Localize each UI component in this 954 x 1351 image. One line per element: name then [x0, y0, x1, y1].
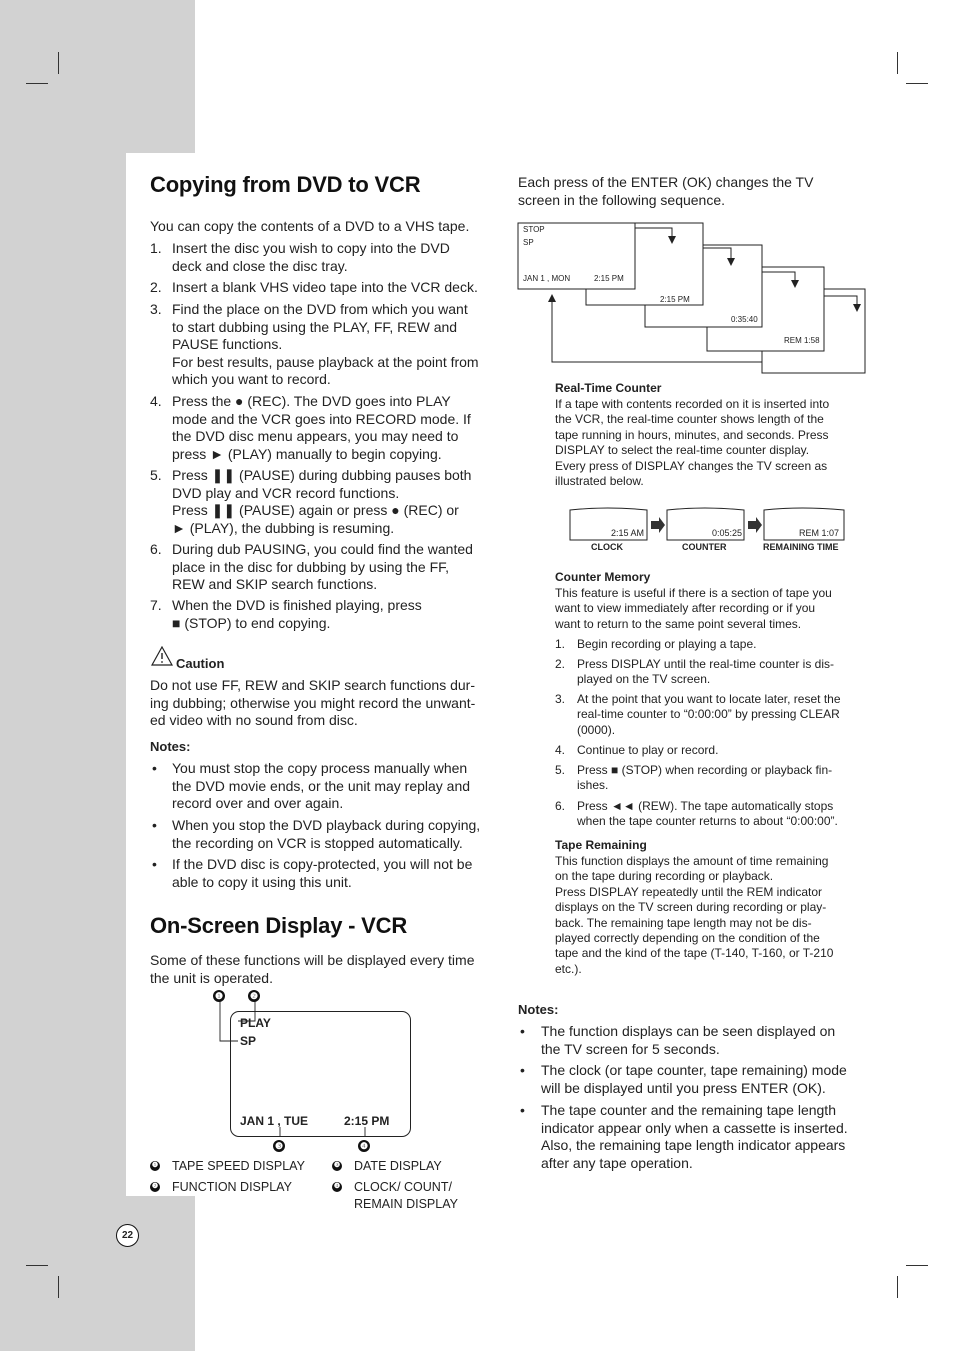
- step-text: Press the ● (REC). The DVD goes into PLAY: [172, 393, 451, 409]
- step-text: PAUSE functions.: [172, 336, 283, 352]
- legend-mark-1: ❶: [151, 1162, 159, 1169]
- cm-step-number: 3.: [555, 692, 566, 706]
- note-text: record over and over again.: [172, 795, 344, 811]
- caution-label: Caution: [176, 656, 225, 671]
- step-text: DVD play and VCR record functions.: [172, 484, 400, 501]
- seq-sp-text: SP: [523, 238, 534, 247]
- mini-clock-label: CLOCK: [591, 542, 623, 552]
- legend-clock: CLOCK/ COUNT/: [354, 1180, 452, 1194]
- crop-mark: [58, 52, 59, 74]
- crop-mark: [906, 83, 928, 84]
- seq-stop-text: STOP: [523, 225, 545, 234]
- step-text: ■ (STOP) to end copying.: [172, 614, 331, 631]
- caution-line: ing dubbing; otherwise you might record the unwant-: [150, 694, 476, 711]
- step-text: place in the disc for dubbing by using the FF,: [172, 558, 450, 575]
- crop-mark: [26, 83, 48, 84]
- intro-text: You can copy the contents of a DVD to a VHS tape.: [150, 218, 470, 234]
- osd-time-text: 2:15 PM: [344, 1114, 390, 1128]
- cm-step-text: real-time counter to “0:00:00” by pressing CLEAR: [577, 707, 840, 722]
- osd-date-text: JAN 1 , TUE: [240, 1114, 309, 1128]
- mini-clock-value: 2:15 AM: [611, 528, 645, 538]
- mini-remaining-label: REMAINING TIME: [763, 542, 839, 552]
- tr-line: This function displays the amount of time remaining: [555, 854, 829, 868]
- cm-line: want to view immediately after recording or if you: [555, 601, 816, 616]
- rtc-line: the VCR, the real-time counter shows length of the: [555, 412, 824, 427]
- callout-4: ❹: [359, 1141, 369, 1151]
- crop-mark: [58, 1276, 59, 1298]
- note-text: the recording on VCR is stopped automatically.: [172, 834, 463, 851]
- note-text: If the DVD disc is copy-protected, you will not be: [172, 856, 473, 872]
- rtc-line: Every press of DISPLAY changes the TV screen as: [555, 458, 828, 473]
- sequence-diagram: [517, 222, 869, 378]
- step-text: mode and the VCR goes into RECORD mode. If: [172, 410, 471, 427]
- caution-line: ed video with no sound from disc.: [150, 712, 358, 728]
- cm-step-text: Press ◄◄ (REW). The tape automatically stops: [577, 799, 834, 813]
- cm-step-text: Press DISPLAY until the real-time counter is dis-: [577, 657, 834, 671]
- legend-remain: REMAIN DISPLAY: [354, 1197, 458, 1211]
- cm-step-text: Begin recording or playing a tape.: [577, 637, 757, 651]
- legend-mark-3: ❸: [333, 1162, 341, 1169]
- cm-step-text: Continue to play or record.: [577, 743, 719, 757]
- crop-mark: [26, 1265, 48, 1266]
- right-notes-label: Notes:: [518, 1002, 559, 1017]
- step-text: During dub PAUSING, you could find the wanted: [172, 541, 473, 557]
- step-text: deck and close the disc tray.: [172, 257, 348, 274]
- rtc-line: If a tape with contents recorded on it is inserted into: [555, 397, 830, 411]
- tr-line: etc.).: [555, 961, 582, 976]
- crop-mark: [906, 1265, 928, 1266]
- step-number: 7.: [150, 597, 162, 613]
- mini-counter-label: COUNTER: [682, 542, 727, 552]
- crop-mark: [897, 1276, 898, 1298]
- osd-speed-text: SP: [240, 1034, 257, 1048]
- step-number: 6.: [150, 541, 162, 557]
- intro-line: screen in the following sequence.: [518, 191, 726, 208]
- seq-time-2: 2:15 PM: [660, 295, 690, 304]
- osd-intro-line: Some of these functions will be displayed every time: [150, 952, 475, 968]
- step-text: press ► (PLAY) manually to begin copying.: [172, 445, 442, 462]
- cm-step-text: (0000).: [577, 722, 616, 737]
- cm-step-number: 4.: [555, 743, 566, 757]
- note-text: able to copy it using this unit.: [172, 873, 352, 890]
- rtc-line: illustrated below.: [555, 474, 644, 488]
- step-text: Press ❚❚ (PAUSE) again or press ● (REC) or: [172, 502, 459, 518]
- legend-function: FUNCTION DISPLAY: [172, 1180, 292, 1194]
- mini-remaining-value: REM 1:07: [799, 528, 840, 538]
- cm-line: This feature is useful if there is a section of tape you: [555, 586, 832, 600]
- step-text: ► (PLAY), the dubbing is resuming.: [172, 519, 395, 536]
- mini-counter-value: 0:05:25: [712, 528, 743, 538]
- bullet: •: [520, 1062, 525, 1078]
- legend-mark-2: ❷: [151, 1183, 159, 1190]
- bullet: •: [520, 1023, 525, 1039]
- step-number: 5.: [150, 467, 162, 483]
- cm-step-number: 6.: [555, 799, 566, 813]
- note-text: the DVD movie ends, or the unit may replay and: [172, 777, 471, 794]
- step-text: the DVD disc menu appears, you may need to: [172, 428, 459, 444]
- step-number: 2.: [150, 279, 162, 295]
- step-number: 3.: [150, 301, 162, 317]
- cm-step-text: Press ■ (STOP) when recording or playback fin-: [577, 763, 833, 777]
- step-text: to start dubbing using the PLAY, FF, REW and: [172, 318, 458, 335]
- seq-remaining: REM 1:58: [784, 336, 820, 345]
- rtc-title: Real-Time Counter: [555, 381, 662, 395]
- tr-line: played correctly depending on the condition of the: [555, 931, 820, 945]
- osd-function-text: PLAY: [240, 1016, 271, 1030]
- caution-line: Do not use FF, REW and SKIP search functions dur-: [150, 677, 476, 693]
- legend-tape-speed: TAPE SPEED DISPLAY: [172, 1159, 305, 1173]
- tr-line: on the tape during recording or playback.: [555, 869, 774, 884]
- step-text: which you want to record.: [172, 371, 331, 387]
- cm-step-text: when the tape counter returns to about “0:00:00”.: [577, 814, 838, 829]
- cm-step-number: 5.: [555, 763, 566, 777]
- note-text: Also, the remaining tape length indicator appears: [541, 1137, 846, 1153]
- cm-line: want to return to the same point several times.: [555, 616, 802, 631]
- step-text: Press ❚❚ (PAUSE) during dubbing pauses both: [172, 467, 472, 483]
- note-text: will be displayed until you press ENTER (OK).: [541, 1079, 826, 1096]
- callout-2: ❷: [249, 991, 259, 1001]
- rtc-line: tape running in hours, minutes, and seconds. Press: [555, 427, 829, 442]
- bullet: •: [152, 856, 157, 872]
- step-number: 4.: [150, 393, 162, 409]
- step-number: 1.: [150, 240, 162, 256]
- cm-step-text: ishes.: [577, 778, 609, 793]
- counter-memory-title: Counter Memory: [555, 570, 651, 584]
- tr-line: Press DISPLAY repeatedly until the REM indicator: [555, 884, 823, 899]
- callout-3: ❸: [274, 1141, 284, 1151]
- tr-line: displays on the TV screen during recording or play-: [555, 900, 827, 915]
- section-title-copying: Copying from DVD to VCR: [150, 172, 421, 197]
- step-text: When the DVD is finished playing, press: [172, 597, 422, 613]
- step-text: Find the place on the DVD from which you want: [172, 301, 468, 317]
- step-text: REW and SKIP search functions.: [172, 576, 378, 592]
- bullet: •: [520, 1102, 525, 1118]
- callout-1: ❶: [214, 991, 224, 1001]
- bullet: •: [152, 760, 157, 776]
- note-text: You must stop the copy process manually when: [172, 760, 468, 776]
- seq-counter: 0:35:40: [731, 315, 758, 324]
- step-text: For best results, pause playback at the point from: [172, 353, 479, 370]
- osd-intro-line: the unit is operated.: [150, 969, 273, 986]
- tr-line: back. The remaining tape length may not be dis-: [555, 915, 812, 930]
- caution-icon: [151, 646, 173, 666]
- notes-label: Notes:: [150, 739, 191, 754]
- page-number: 22: [116, 1224, 139, 1247]
- section-title-osd: On-Screen Display - VCR: [150, 913, 408, 938]
- rtc-line: DISPLAY to select the real-time counter display.: [555, 443, 810, 458]
- cm-step-text: At the point that you want to locate later, reset the: [577, 692, 841, 706]
- step-text: Insert a blank VHS video tape into the VCR deck.: [172, 279, 478, 295]
- note-text: after any tape operation.: [541, 1154, 693, 1171]
- step-text: Insert the disc you wish to copy into the DVD: [172, 240, 450, 256]
- note-text: the TV screen for 5 seconds.: [541, 1040, 720, 1057]
- legend-date: DATE DISPLAY: [354, 1159, 442, 1173]
- note-text: The clock (or tape counter, tape remaining) mode: [541, 1062, 847, 1078]
- cm-step-number: 2.: [555, 657, 566, 671]
- seq-date-text: JAN 1 , MON: [523, 274, 571, 283]
- crop-mark: [897, 52, 898, 74]
- note-text: The tape counter and the remaining tape length: [541, 1102, 836, 1118]
- cm-step-number: 1.: [555, 637, 566, 651]
- seq-time-1: 2:15 PM: [594, 274, 624, 283]
- legend-mark-4: ❹: [333, 1183, 341, 1190]
- intro-line: Each press of the ENTER (OK) changes the TV: [518, 174, 814, 190]
- cm-step-text: played on the TV screen.: [577, 672, 711, 687]
- bullet: •: [152, 817, 157, 833]
- osd-callout-lines: [200, 985, 420, 1155]
- note-text: When you stop the DVD playback during copying,: [172, 817, 481, 833]
- tr-line: tape and the kind of the tape (T-140, T-160, or T-210: [555, 946, 834, 961]
- note-text: indicator appear only when a cassette is inserted.: [541, 1119, 848, 1136]
- note-text: The function displays can be seen displayed on: [541, 1023, 836, 1039]
- tape-remaining-title: Tape Remaining: [555, 838, 647, 852]
